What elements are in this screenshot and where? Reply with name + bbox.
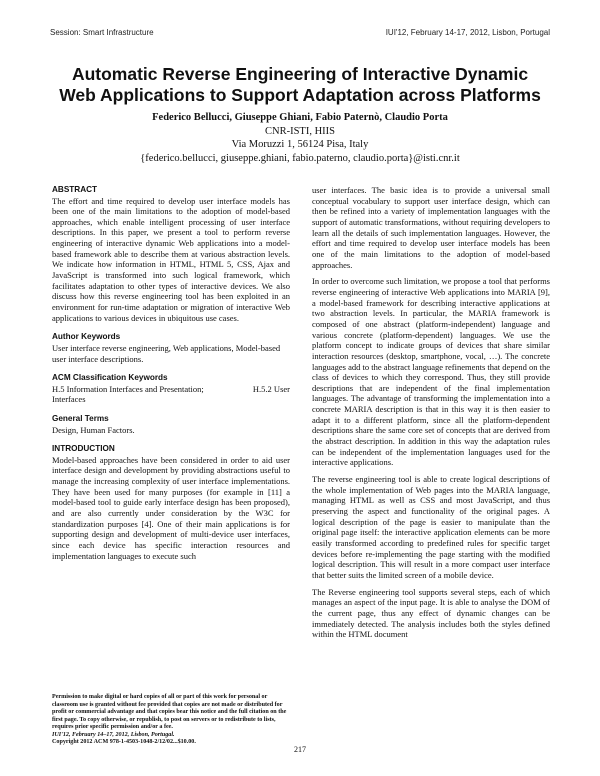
author-block bbox=[40, 111, 560, 165]
left-column bbox=[52, 185, 290, 561]
running-header bbox=[50, 28, 550, 37]
abstract-text: The effort and time required to develop user interface models has been one of the main limitations to the adoption of model-based approaches, which enable intelligent processing of user interface descriptions. In this paper, we present a tool to perform reverse engineering of interactive dynamic Web applications into a model-based framework able to describe them at various abstraction levels. We indicate how information in HTML, HTML 5, CSS, Ajax and JavaScript is transformed into such logical framework, which facilitates adaptation to other types of interactive devices. We also discuss how this reverse engineering tool has been exploited in an environment for run-time adaptation or migration of interactive Web applications to various devices in ubiquitous use cases. bbox=[52, 195, 290, 323]
copyright-venue: IUI'12, February 14–17, 2012, Lisbon, Portugal. bbox=[52, 731, 175, 738]
right-paragraph-1: user interfaces. The basic idea is to provide a universal small conceptual vocabulary to support user interface design, which can then be refined into a variety of implementation languages with the support of automatic transformations, without requiring developers to learn all the details of such implementation languages. However, the effort and time required to develop user interface models has been one of the main limitations to the adoption of model-based approaches. bbox=[312, 185, 550, 270]
author-emails: {federico.bellucci, giuseppe.ghiani, fabio.paterno, claudio.porta}@isti.cnr.it bbox=[140, 152, 460, 164]
acm-classification-left: H.5 Information Interfaces and Presentation; bbox=[52, 383, 204, 394]
right-paragraph-2: In order to overcome such limitation, we propose a tool that performs reverse engineering of interactive Web applications into MARIA [9], a model-based framework for describing interactive applications at two abstraction levels. In particular, the MARIA framework is composed of one abstract (platform-independent) language and various concrete (platform-dependent) languages. We use the platform concept to indicate groups of devices that share similar interaction resources (desktop, smartphone, vocal, …). The concrete languages add to the abstract language refinements that depend on the class of devices to which they correspond. Thus, they still provide descriptions that are independent of the final implementation languages. The advantage of transforming the implementation into a concrete MARIA description is that in this way it is then easier to adapt it to a different platform, since all the platform-dependent descriptions share the same core set of concepts that are derived from the abstract description. In addition in this way the adaptation rules can be independent of the implementation languages used for the interactive applications. bbox=[312, 276, 550, 468]
copyright-notice bbox=[52, 694, 290, 747]
conference-label: IUI'12, February 14-17, 2012, Lisbon, Portugal bbox=[385, 28, 550, 37]
session-label: Session: Smart Infrastructure bbox=[50, 28, 154, 37]
acm-classification-right: H.5.2 User bbox=[252, 383, 290, 394]
right-paragraph-3: The reverse engineering tool is able to create logical descriptions of the whole implementation of Web pages into the MARIA language, managing HTML as well as CSS and most JavaScript, and thus preserving the aspect and functionality of the original pages. A logical description of the page is easier to manipulate than the original page itself: the interactive application elements can be more easily transformed according to predefined rules for specific target devices before re-implementing the page starting with the modified logical description. This will result in a more compact user interface that better suits the limited screen of a mobile device. bbox=[312, 474, 550, 580]
author-names: Federico Bellucci, Giuseppe Ghiani, Fabio Paternò, Claudio Porta bbox=[152, 112, 448, 123]
general-terms-text: Design, Human Factors. bbox=[52, 424, 135, 435]
author-address: Via Moruzzi 1, 56124 Pisa, Italy bbox=[231, 139, 369, 150]
abstract-heading: ABSTRACT bbox=[52, 185, 98, 194]
right-paragraph-4: The Reverse engineering tool supports several steps, each of which manages an aspect of the input page. It is able to analyse the DOM of the current page, thus any effect of dynamic changes can be immediately detected. The analysis includes both the styles defined within the HTML document bbox=[312, 586, 550, 640]
introduction-heading: INTRODUCTION bbox=[52, 444, 115, 454]
keywords-text: User interface reverse engineering, Web applications, Model-based user interface descriptions. bbox=[52, 342, 281, 364]
page-number: 217 bbox=[294, 745, 306, 754]
copyright-permission: Permission to make digital or hard copies of all or part of this work for personal or classroom use is granted without fee provided that copies are not made or distributed for profit or commercial advantage and that copies bear this notice and the full citation on the first page. To copy otherwise, or republish, to post on servers or to redistribute to lists, requires prior specific permission and/or a fee. bbox=[52, 694, 287, 730]
title-line-2: Web Applications to Support Adaptation across Platforms bbox=[59, 85, 541, 105]
acm-heading: ACM Classification Keywords bbox=[52, 373, 168, 383]
acm-classification-row bbox=[52, 384, 290, 395]
acm-classification-rest: Interfaces bbox=[52, 394, 86, 405]
paper-title bbox=[40, 64, 560, 106]
right-column bbox=[312, 185, 550, 640]
copyright-line: Copyright 2012 ACM 978-1-4503-1048-2/12/02...$10.00. bbox=[52, 739, 196, 745]
keywords-heading: Author Keywords bbox=[52, 332, 121, 342]
introduction-text: Model-based approaches have been considered in order to aid user interface design and development by providing abstractions useful to manage the increasing complexity of user interface implementations. They have been used for many purposes (for example in [11] a model-based tool to guide early interface design has been proposed), and are also currently under consideration by the W3C for standardization purposes [4]. One of their main applications is for supporting design and development of multi-device user interfaces, since each device has specific interaction resources and implementation languages to execute such bbox=[52, 454, 290, 561]
general-terms-heading: General Terms bbox=[52, 414, 109, 423]
title-line-1: Automatic Reverse Engineering of Interactive Dynamic bbox=[71, 64, 529, 84]
author-affiliation: CNR-ISTI, HIIS bbox=[265, 125, 335, 137]
